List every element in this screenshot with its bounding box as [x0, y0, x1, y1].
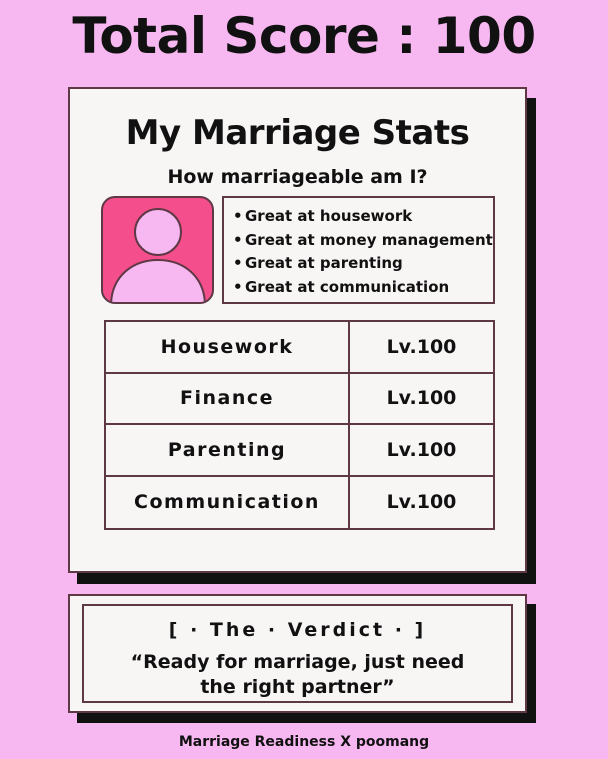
- verdict-box: [82, 604, 513, 703]
- trait-item: • Great at parenting: [233, 254, 403, 272]
- table-row: [106, 322, 493, 374]
- trait-item: • Great at housework: [233, 207, 413, 225]
- user-silhouette-icon: [103, 198, 214, 304]
- verdict-line: the right partner”: [200, 676, 395, 698]
- avatar: [101, 196, 214, 304]
- stat-name: Finance: [106, 374, 350, 424]
- stat-name: Housework: [106, 322, 350, 372]
- table-row: [106, 477, 493, 529]
- stat-level: Lv.100: [386, 438, 457, 461]
- trait-label: Great at housework: [245, 207, 413, 225]
- total-score-heading: Total Score : 100: [72, 7, 536, 65]
- verdict-label: [ · The · Verdict · ]: [168, 619, 427, 641]
- traits-list: [222, 196, 495, 304]
- stat-level: Lv.100: [386, 387, 457, 410]
- stat-name: Parenting: [106, 425, 350, 475]
- stat-level: Lv.100: [386, 491, 457, 514]
- stat-level: Lv.100: [386, 335, 457, 358]
- card-title: My Marriage Stats: [125, 113, 470, 153]
- trait-item: • Great at communication: [233, 277, 450, 296]
- footer-credit: Marriage Readiness X poomang: [178, 734, 430, 750]
- table-row: [106, 374, 493, 426]
- stats-table: [104, 320, 495, 530]
- verdict-line: “Ready for marriage, just need: [130, 651, 465, 673]
- trait-item: • Great at money management: [233, 230, 493, 249]
- verdict-text: [84, 650, 511, 700]
- stat-name: Communication: [106, 477, 350, 529]
- trait-label: Great at communication: [245, 277, 450, 296]
- stats-card: [68, 87, 527, 573]
- verdict-card: [68, 594, 527, 713]
- trait-label: Great at parenting: [245, 254, 403, 272]
- table-row: [106, 425, 493, 477]
- trait-label: Great at money management: [245, 230, 493, 249]
- card-subtitle: How marriageable am I?: [167, 166, 428, 188]
